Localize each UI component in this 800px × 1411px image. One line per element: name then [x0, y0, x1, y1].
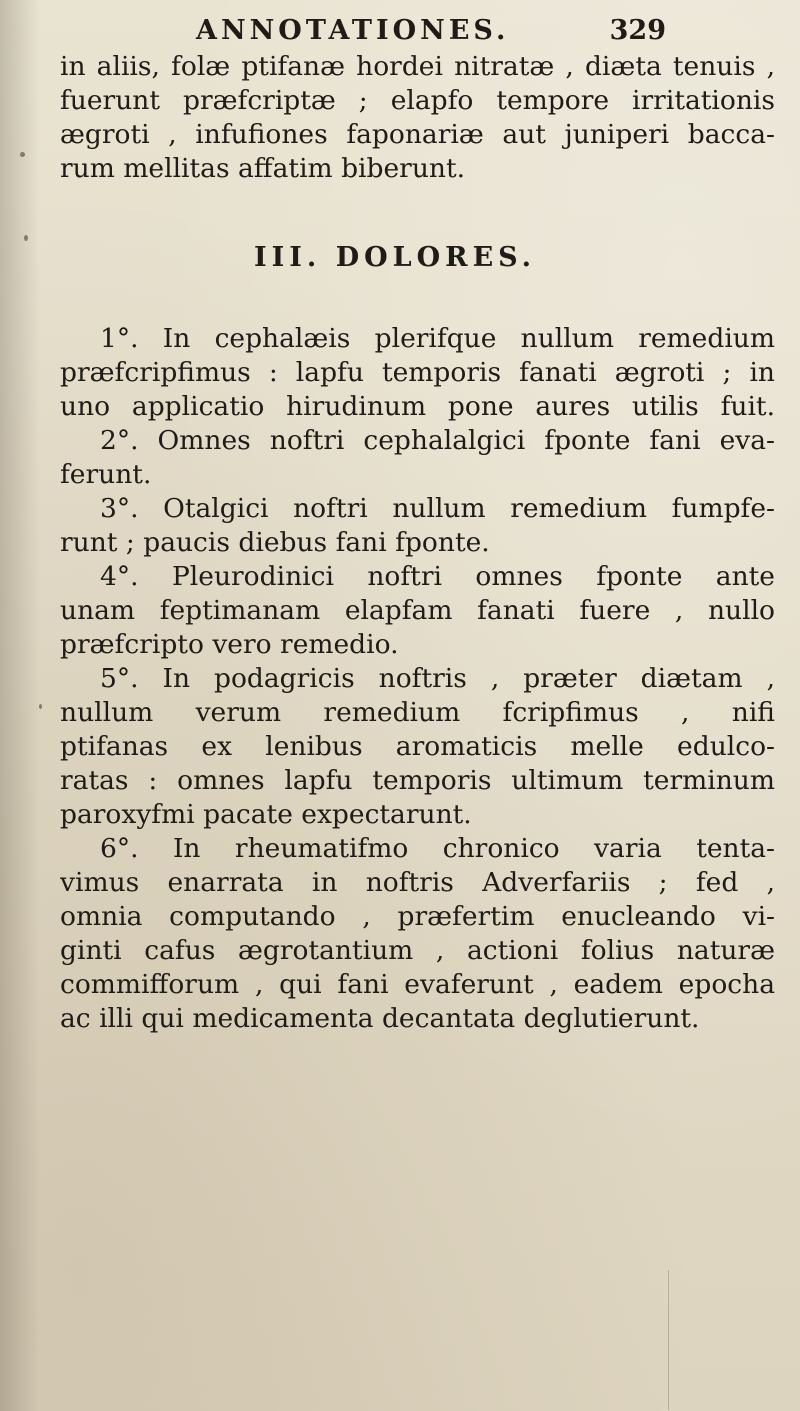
text-line: omnia computando , præfertim enucleando vi-: [60, 901, 775, 932]
text-line: nullum verum remedium fcripfimus , nifi: [60, 697, 775, 728]
text-line: 6°. In rheumatifmo chronico varia tenta-: [100, 833, 775, 864]
text-line: 3°. Otalgici noftri nullum remedium fumpfe-: [100, 493, 775, 524]
text-line: fuerunt præfcriptæ ; elapfo tempore irritationis: [60, 85, 775, 116]
text-line: rum mellitas affatim biberunt.: [60, 153, 466, 184]
text-line: præfcripfimus : lapfu temporis fanati ægroti ; in: [60, 357, 775, 388]
text-line: ratas : omnes lapfu temporis ultimum terminum: [60, 765, 775, 796]
text-line: ginti cafus ægrotantium , actioni folius naturæ: [60, 935, 775, 966]
page-crease: [668, 1270, 669, 1410]
text-line: 1°. In cephalæis plerifque nullum remedium: [100, 323, 775, 354]
text-line: uno applicatio hirudinum pone aures utilis fuit.: [60, 391, 775, 422]
text-line: ac illi qui medicamenta decantata deglutierunt.: [60, 1003, 700, 1034]
ink-speck: [39, 704, 42, 709]
text-line: 4°. Pleurodinici noftri omnes fponte ante: [100, 561, 775, 592]
body-text: [60, 322, 775, 1036]
running-title: ANNOTATIONES.: [196, 14, 510, 46]
intro-paragraph: [60, 50, 775, 186]
text-line: 5°. In podagricis noftris , præter diætam ,: [100, 663, 775, 694]
ink-speck: [20, 152, 25, 157]
text-line: paroxyfmi pacate expectarunt.: [60, 799, 472, 830]
running-head: [196, 10, 666, 50]
text-line: ferunt.: [60, 459, 152, 490]
gutter-shadow: [0, 0, 40, 1411]
section-heading: III. DOLORES.: [254, 242, 537, 273]
text-line: commifforum , qui fani evaferunt , eadem epocha: [60, 969, 775, 1000]
ink-speck: [24, 235, 28, 241]
text-line: vimus enarrata in noftris Adverfariis ; fed ,: [60, 867, 775, 898]
text-line: præfcripto vero remedio.: [60, 629, 399, 660]
text-line: ptifanas ex lenibus aromaticis melle edulco-: [60, 731, 775, 762]
text-line: unam feptimanam elapfam fanati fuere , nullo: [60, 595, 775, 626]
text-line: 2°. Omnes noftri cephalalgici fponte fani eva-: [100, 425, 775, 456]
text-line: in aliis, folæ ptifanæ hordei nitratæ , diæta tenuis ,: [60, 51, 775, 82]
text-line: runt ; paucis diebus fani fponte.: [60, 527, 490, 558]
text-line: ægroti , infufiones faponariæ aut juniperi bacca-: [60, 119, 775, 150]
page-number: 329: [609, 14, 666, 46]
